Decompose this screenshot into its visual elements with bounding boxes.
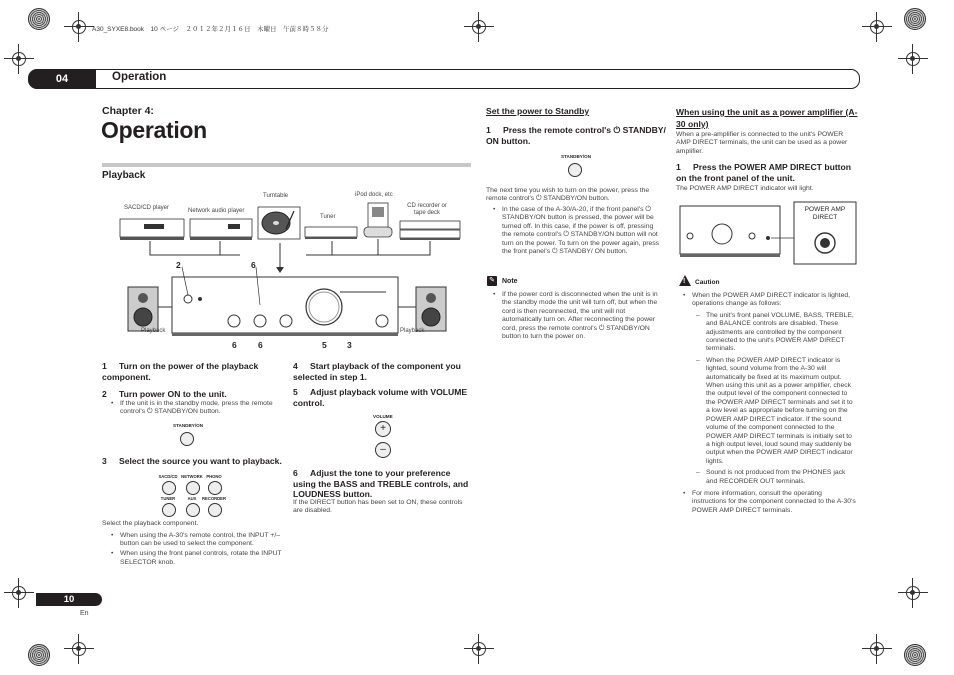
callout-5: 5 <box>322 340 327 350</box>
label-playback-left: Playback <box>141 328 166 334</box>
playback-step-3: 3 Select the source you want to playback. <box>102 456 282 466</box>
standby-note: • If the power cord is disconnected when the unit is in the standby mode the unit will turn off, but when the cord is then reconnected, the unit will not automatically turn on. After reconnecting the power cord, press the remote control's ⏻ STANDBY/ON button to turn the power on. <box>490 291 664 343</box>
remote-button-label-tuner: TUNER <box>160 496 176 501</box>
playback-step-2: 2 Turn power ON to the unit. <box>102 389 227 399</box>
remote-button-sacd-icon <box>162 481 176 495</box>
label-ipod-dock: iPod dock, etc <box>355 192 393 198</box>
label-cd-recorder: CD recorder or tape deck <box>407 203 447 216</box>
remote-button-network-icon <box>186 481 200 495</box>
step-6-note: If the DIRECT button has been set to ON, these controls are disabled. <box>293 499 463 515</box>
playback-heading: Playback <box>102 170 146 181</box>
remote-button-tuner-icon <box>162 503 176 517</box>
crop-mark-bottom-right <box>862 634 892 664</box>
crop-mark-right-lower <box>898 578 928 608</box>
volume-minus-icon: – <box>375 442 391 458</box>
cd-recorder-device <box>400 221 460 240</box>
registration-disc-top-left <box>28 8 50 30</box>
label-tuner: Tuner <box>320 214 336 220</box>
standby-bullet: • In the case of the A-30/A-20, if the front panel's ⏻ STANDBY/ON button is pressed, the power will be turned off. In this case, if the power is off, pressing the remote control's ⏻ STANDBY/ON button will not turn on the power. To turn on the power again, press the front panel's ⏻ STANDBY/ ON button. <box>490 206 664 258</box>
callout-6-right: 6 <box>258 340 263 350</box>
standby-button-label: STANDBY/ON <box>173 423 204 428</box>
volume-plus-icon: + <box>375 421 391 437</box>
note-icon: ✎ <box>487 276 497 286</box>
standby-step-1: 1 Press the remote control's ⏻ STANDBY/ ON button. <box>486 125 666 146</box>
speaker-right <box>416 287 446 331</box>
sacd-player-device <box>120 219 184 240</box>
header-chapter-name: Operation <box>112 71 167 83</box>
label-playback-right: Playback <box>400 328 425 334</box>
chapter-number-tab: 04 <box>28 69 96 89</box>
caution-label: Caution <box>695 279 720 286</box>
playback-step-5: 5 Adjust playback volume with VOLUME control. <box>293 387 468 408</box>
standby-remote-button-label: STANDBY/ON <box>561 154 592 159</box>
note-label: Note <box>502 278 518 285</box>
crop-mark-top-left <box>64 12 94 42</box>
remote-button-label-aux: AUX <box>187 496 197 501</box>
remote-button-label-recorder: RECORDER <box>202 496 226 501</box>
registration-disc-top-right <box>904 8 926 30</box>
language-code: En <box>80 610 89 617</box>
step-3-bullets: • When using the A-30's remote control, the INPUT +/– button can be used to select the component. • When using the front panel controls, rotate the INPUT SELECTOR knob. <box>108 532 286 569</box>
power-amp-step-1: 1 Press the POWER AMP DIRECT button on the front panel of the unit. <box>676 162 852 183</box>
callout-6-top: 6 <box>251 260 256 270</box>
standby-body: The next time you wish to turn on the power, press the remote control's ⏻ STANDBY/ON button. <box>486 187 650 203</box>
remote-button-label-phono: PHONO <box>206 474 222 479</box>
standby-remote-button-icon <box>568 163 582 177</box>
amplifier-front-panel <box>172 277 398 336</box>
playback-step-4: 4 Start playback of the component you selected in step 1. <box>293 361 461 382</box>
chapter-label: Chapter 4: <box>102 105 154 117</box>
step-3-caption: Select the playback component. <box>102 520 199 527</box>
turntable-device <box>258 207 300 239</box>
crop-mark-right-upper <box>898 44 928 74</box>
registration-disc-bottom-left <box>28 644 50 666</box>
standby-heading: Set the power to Standby <box>486 106 590 116</box>
remote-button-aux-icon <box>186 503 200 517</box>
chapter-title: Operation <box>101 117 207 143</box>
callout-2: 2 <box>176 260 181 270</box>
crop-mark-left-upper <box>4 44 34 74</box>
callout-6-left: 6 <box>232 340 237 350</box>
remote-button-label-network: NETWORK <box>181 474 203 479</box>
registration-disc-bottom-right <box>904 644 926 666</box>
ipod-dock-device <box>364 203 392 237</box>
remote-button-phono-icon <box>208 481 222 495</box>
crop-mark-left-lower <box>4 578 34 608</box>
standby-button-icon <box>180 432 194 446</box>
playback-step-2-bullet: • If the unit is in the standby mode, press the remote control's ⏻ STANDBY/ON button. <box>108 400 286 418</box>
connection-diagram <box>110 195 470 345</box>
caution-list: • When the POWER AMP DIRECT indicator is lighted, operations change as follows: – The unit's front panel VOLUME, BASS, TREBLE, and BALANCE controls are disabled. These adjustments are controlled by the component connected to the unit's POWER AMP DIRECT terminals. – When the POWER AMP DIRECT indicator is lighted, sound volume from the A-30 will automatically be fixed at its maximum output. When using this unit as a power amplifier, check the output level of the component connected to the POWER AMP DIRECT terminals and set it to a low level as appropriate before turning on the POWER AMP DIRECT indicator. If the sound volume of the component connected to the POWER AMP DIRECT terminals is initially set to a high output level, loud sound may suddenly be output when the POWER AMP DIRECT indicator lights. – Sound is not produced from the PHONES jack and RECORDER OUT terminals. • For more information, consult the operating instructions for the component connected to the A-30's POWER AMP DIRECT terminals. <box>680 292 856 517</box>
callout-3: 3 <box>347 340 352 350</box>
power-amp-intro: When a pre-amplifier is connected to the unit's POWER AMP DIRECT terminals, the unit can be used as a power amplifier. <box>676 131 848 155</box>
power-amp-zoom-label: POWER AMP DIRECT <box>804 206 846 221</box>
remote-button-label-sacd: SACD/CD <box>158 474 178 479</box>
crop-mark-bottom-center <box>464 634 494 664</box>
label-turntable: Turntable <box>263 193 289 199</box>
crop-mark-top-right <box>862 12 892 42</box>
playback-step-6: 6 Adjust the tone to your preference using the BASS and TREBLE controls, and LOUDNESS button. <box>293 468 469 499</box>
caution-icon-mark: ! <box>683 278 686 285</box>
label-sacd-player: SACD/CD player <box>124 205 170 211</box>
playback-step-1: 1 Turn on the power of the playback component. <box>102 361 259 382</box>
book-header: A30_SYXE8.book 10 ページ ２０１２年２月１６日 木曜日 午前８時５８分 <box>92 26 329 33</box>
crop-mark-top-center <box>464 12 494 42</box>
power-amp-heading: When using the unit as a power amplifier (A-30 only) <box>676 107 858 129</box>
power-amp-step-note: The POWER AMP DIRECT indicator will light. <box>676 185 814 192</box>
page-number: 10 <box>36 593 102 606</box>
label-network-player: Network audio player <box>188 208 245 214</box>
volume-label: VOLUME <box>373 414 393 419</box>
speaker-left <box>128 287 158 331</box>
section-rule <box>102 163 471 167</box>
network-player-device <box>190 219 252 240</box>
remote-button-recorder-icon <box>208 503 222 517</box>
tuner-device <box>305 227 357 239</box>
crop-mark-bottom-left <box>64 634 94 664</box>
